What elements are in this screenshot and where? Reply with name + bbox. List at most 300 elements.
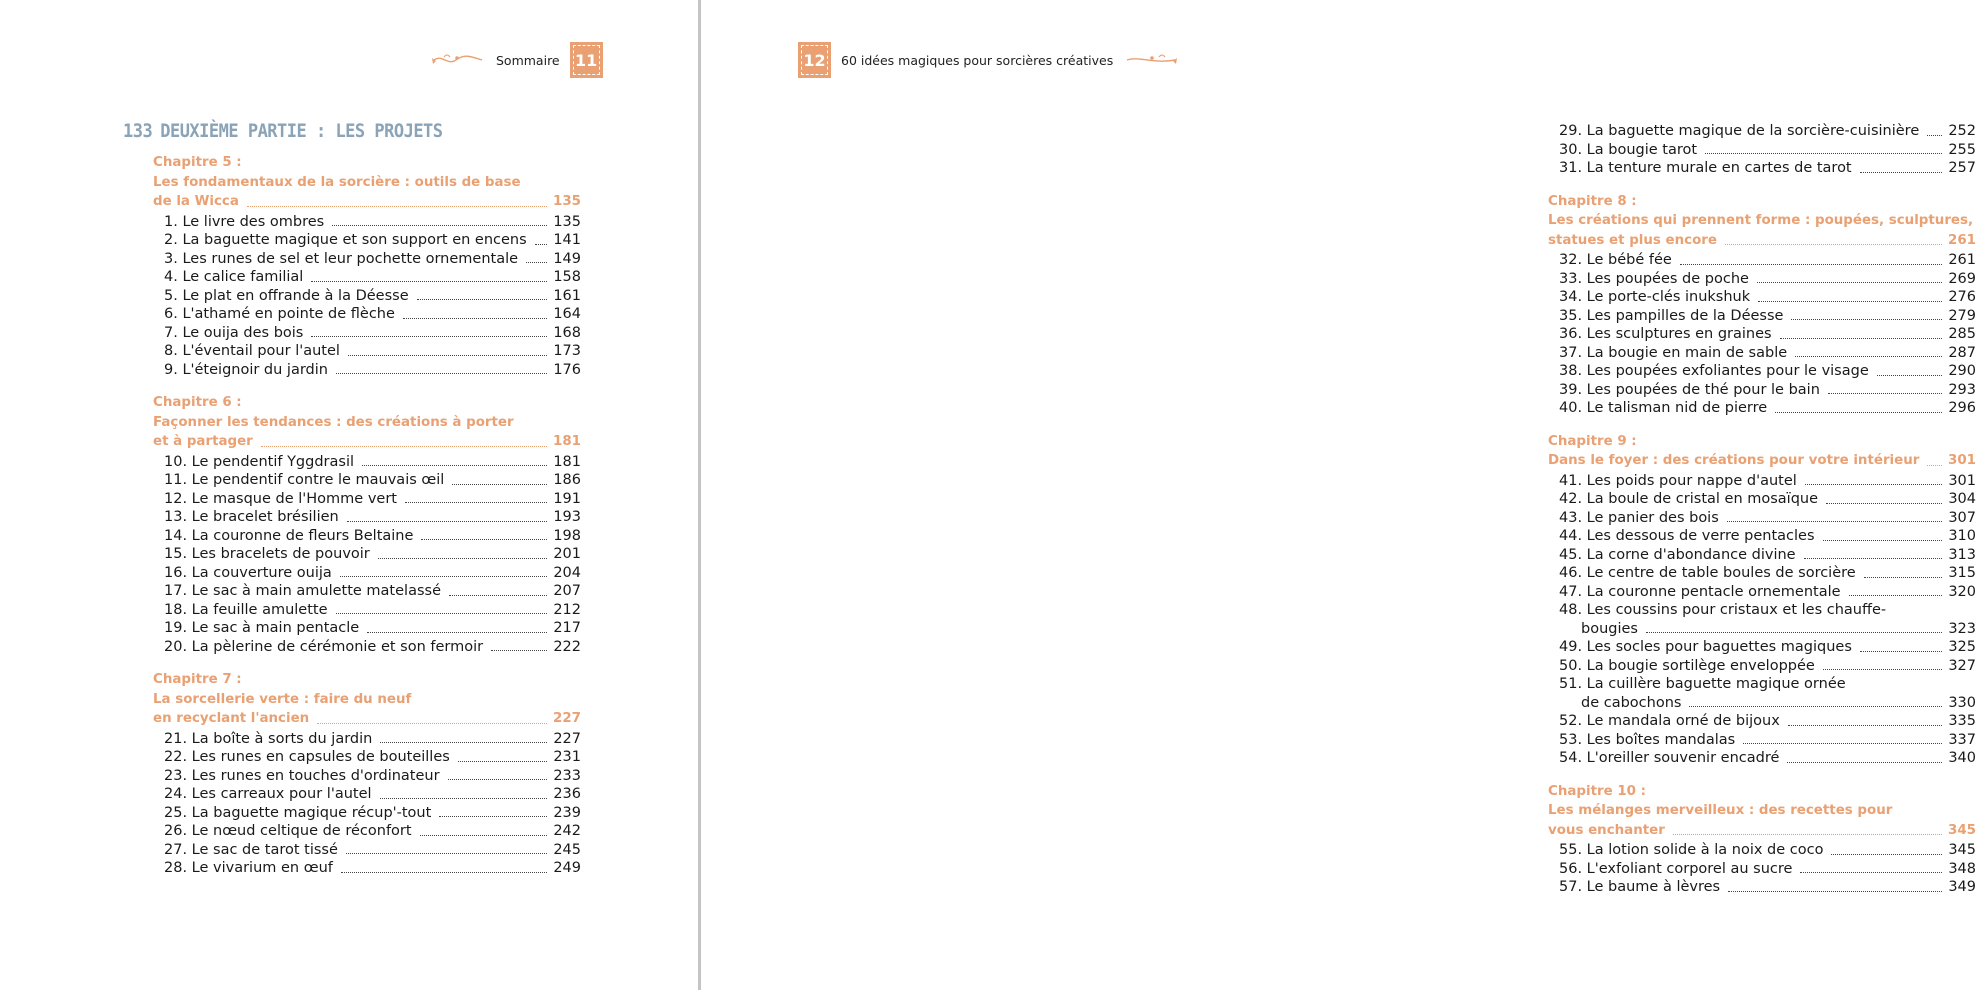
toc-entry: [1548, 601, 1976, 638]
dot-leader: [439, 816, 547, 817]
dot-leader: [452, 484, 547, 485]
toc-entry-page: 198: [553, 527, 581, 544]
toc-entry-page: 239: [553, 804, 581, 821]
toc-entry: [153, 804, 581, 823]
toc-entry: [153, 508, 581, 527]
toc-entry-label: 53. Les boîtes mandalas: [1559, 731, 1736, 748]
dot-leader: [1860, 651, 1942, 652]
chapter-title: [1548, 801, 1976, 840]
toc-entry-page: 345: [1948, 842, 1976, 858]
chapter-title-last-line: [153, 192, 581, 212]
toc-entry: [1548, 675, 1976, 712]
toc-entry-label: 20. La pèlerine de cérémonie et son fermoir: [164, 638, 484, 655]
toc-entry: [1548, 159, 1976, 178]
toc-entry-page: 149: [553, 250, 581, 267]
dot-leader: [1927, 135, 1942, 136]
toc-entry-label: 38. Les poupées exfoliantes pour le visage: [1559, 363, 1869, 379]
part-heading: [123, 120, 443, 142]
chapter-number: Chapitre 6 :: [153, 395, 242, 410]
dot-leader: [1775, 412, 1942, 413]
toc-entry-page: 323: [1948, 620, 1976, 637]
continued-entries: [1548, 122, 1976, 178]
toc-entry-label: 13. Le bracelet brésilien: [164, 509, 339, 525]
right-running-head: [798, 42, 1179, 78]
toc-entry: [1548, 472, 1976, 491]
dot-leader: [405, 502, 547, 503]
dot-leader: [1828, 393, 1942, 394]
dot-leader: [449, 595, 547, 596]
toc-entry: [1548, 307, 1976, 326]
toc-entry-page: 320: [1948, 583, 1976, 600]
flourish-ornament-icon: [1123, 50, 1179, 70]
dot-leader: [332, 225, 547, 226]
chapter-page: 181: [553, 434, 581, 449]
chapter-entries: [1548, 472, 1976, 768]
toc-entry-label-continued: bougies: [1581, 620, 1638, 637]
chapter-title-last-line: [1548, 231, 1976, 251]
toc-entry-label: 19. Le sac à main pentacle: [164, 620, 360, 636]
chapter-title-text: Les fondamentaux de la sorcière : outils de base: [153, 174, 521, 190]
toc-entry-page: 310: [1948, 528, 1976, 544]
toc-entry-page: 349: [1948, 879, 1976, 895]
left-running-head: [430, 42, 603, 78]
toc-entry: [1548, 122, 1976, 141]
toc-entry-continuation: [1559, 694, 1948, 713]
dot-leader: [348, 355, 547, 356]
dot-leader: [1743, 743, 1942, 744]
toc-entry: [153, 342, 581, 361]
chapter-number: Chapitre 7 :: [153, 672, 242, 687]
toc-entry-label: 40. Le talisman nid de pierre: [1559, 400, 1768, 416]
toc-entry-page: 135: [553, 213, 581, 230]
toc-entry-page: 285: [1948, 326, 1976, 342]
toc-entry-page: 249: [553, 860, 581, 876]
dot-leader: [1877, 375, 1943, 376]
chapter-block: [1548, 192, 1976, 418]
toc-entry-page: 141: [553, 232, 581, 248]
right-page: [701, 0, 1976, 990]
toc-entry-page: 186: [553, 472, 581, 488]
toc-entry-label: 15. Les bracelets de pouvoir: [164, 546, 370, 562]
toc-entry-label: 44. Les dessous de verre pentacles: [1559, 528, 1815, 544]
toc-entry-label: 11. Le pendentif contre le mauvais œil: [164, 472, 445, 488]
toc-entry: [1548, 712, 1976, 731]
dot-leader: [417, 299, 548, 300]
toc-entry: [1548, 638, 1976, 657]
toc-entry: [153, 730, 581, 749]
dot-leader: [1689, 706, 1942, 707]
toc-entry-page: 335: [1948, 713, 1976, 729]
dot-leader: [1758, 301, 1942, 302]
toc-entry-label: 5. Le plat en offrande à la Déesse: [164, 287, 409, 304]
table-of-contents-left: [153, 153, 581, 878]
toc-entry: [153, 361, 581, 380]
toc-entry: [153, 471, 581, 490]
dot-leader: [1864, 577, 1943, 578]
toc-entry-page: 242: [553, 823, 581, 839]
chapter-title-text: de la Wicca: [153, 194, 239, 209]
toc-entry-page: 307: [1948, 509, 1976, 526]
toc-entry-label: 26. Le nœud celtique de réconfort: [164, 823, 412, 839]
toc-entry-page: 193: [553, 509, 581, 525]
toc-entry: [1548, 362, 1976, 381]
chapter-number: Chapitre 9 :: [1548, 433, 1637, 449]
toc-entry-page: 233: [553, 767, 581, 784]
toc-entry-label: 33. Les poupées de poche: [1559, 270, 1749, 287]
left-page: [0, 0, 699, 990]
chapter-page: 301: [1948, 453, 1976, 468]
chapter-block: [1548, 782, 1976, 897]
toc-entry-page: 217: [553, 620, 581, 636]
toc-entry-page: 255: [1948, 141, 1976, 158]
chapter-block: [153, 670, 581, 878]
toc-entry: [1548, 325, 1976, 344]
toc-entry-label: 8. L'éventail pour l'autel: [164, 343, 340, 359]
chapter-title-last-line: [153, 432, 581, 452]
dot-leader: [526, 262, 547, 263]
chapter-block: [153, 153, 581, 379]
toc-entry-label: 56. L'exfoliant corporel au sucre: [1559, 860, 1793, 877]
toc-entry-text: [1559, 675, 1948, 712]
dot-leader: [380, 742, 547, 743]
toc-entry: [1548, 399, 1976, 418]
toc-entry-page: 293: [1948, 381, 1976, 398]
toc-entry-label: 57. Le baume à lèvres: [1559, 879, 1721, 895]
dot-leader: [1927, 465, 1942, 466]
toc-entry-page: 191: [553, 490, 581, 507]
toc-entry-label: 32. Le bébé fée: [1559, 252, 1672, 268]
toc-entry-page: 330: [1948, 694, 1976, 711]
toc-entry-page: 161: [553, 287, 581, 304]
chapter-number: Chapitre 5 :: [153, 155, 242, 170]
toc-entry: [1548, 657, 1976, 676]
dot-leader: [420, 835, 548, 836]
toc-entry-label-continued: de cabochons: [1581, 694, 1682, 711]
toc-entry-page: 287: [1948, 344, 1976, 361]
toc-entry-page: 257: [1948, 160, 1976, 176]
toc-entry: [153, 638, 581, 657]
dot-leader: [1646, 632, 1942, 633]
toc-entry: [1548, 731, 1976, 750]
toc-entry-page: 164: [553, 306, 581, 322]
chapter-title-text: vous enchanter: [1548, 822, 1665, 838]
chapter-entries: [153, 730, 581, 878]
dot-leader: [1823, 540, 1943, 541]
chapter-title-last-line: [1548, 451, 1976, 471]
toc-entry-page: 313: [1948, 546, 1976, 563]
chapter-title: [153, 173, 581, 212]
toc-entry: [153, 841, 581, 860]
dot-leader: [1826, 503, 1942, 504]
dot-leader: [317, 723, 547, 724]
toc-entry-label: 30. La bougie tarot: [1559, 141, 1698, 158]
dot-leader: [1823, 669, 1942, 670]
toc-entry-label: 31. La tenture murale en cartes de tarot: [1559, 160, 1852, 176]
toc-entry-page: 296: [1948, 400, 1976, 416]
toc-entry-page: 279: [1948, 307, 1976, 324]
toc-entry-label: 1. Le livre des ombres: [164, 213, 325, 230]
toc-entry-label: 48. Les coussins pour cristaux et les chauffe-: [1559, 602, 1887, 618]
chapter-page: 227: [553, 711, 581, 726]
toc-entry-page: 304: [1948, 491, 1976, 507]
chapter-title-text: et à partager: [153, 434, 253, 449]
toc-entry-page: 269: [1948, 270, 1976, 287]
dot-leader: [1757, 282, 1942, 283]
toc-entry: [153, 287, 581, 306]
page-number-badge: 12: [798, 42, 831, 78]
toc-entry-label: 6. L'athamé en pointe de flèche: [164, 306, 395, 322]
toc-entry-label: 4. Le calice familial: [164, 269, 304, 285]
toc-entry-page: 348: [1948, 860, 1976, 877]
chapter-title: [153, 413, 581, 452]
toc-entry: [1548, 490, 1976, 509]
toc-entry-page: 261: [1948, 252, 1976, 268]
toc-entry-page: 325: [1948, 639, 1976, 655]
toc-entry-label: 46. Le centre de table boules de sorcière: [1559, 565, 1856, 581]
dot-leader: [341, 872, 547, 873]
toc-entry-page: 212: [553, 601, 581, 618]
toc-entry-label: 45. La corne d'abondance divine: [1559, 546, 1796, 563]
toc-entry: [1548, 546, 1976, 565]
toc-entry-label: 42. La boule de cristal en mosaïque: [1559, 491, 1819, 507]
toc-entry: [1548, 141, 1976, 160]
dot-leader: [1860, 172, 1943, 173]
toc-entry: [1548, 878, 1976, 897]
toc-entry: [153, 748, 581, 767]
dot-leader: [336, 373, 547, 374]
toc-entry: [153, 453, 581, 472]
dot-leader: [347, 521, 548, 522]
chapter-title-text: Dans le foyer : des créations pour votre intérieur: [1548, 453, 1920, 468]
toc-entry-label: 27. Le sac de tarot tissé: [164, 841, 338, 858]
dot-leader: [448, 779, 548, 780]
dot-leader: [458, 761, 548, 762]
chapter-number: Chapitre 10 :: [1548, 783, 1646, 799]
dot-leader: [311, 281, 547, 282]
toc-entry-page: 315: [1948, 565, 1976, 581]
toc-entry-label: 21. La boîte à sorts du jardin: [164, 730, 373, 747]
part-page-number: 133: [123, 120, 153, 143]
chapter-title: [1548, 451, 1976, 471]
dot-leader: [1804, 558, 1943, 559]
flourish-ornament-icon: [430, 50, 486, 70]
toc-entry-page: 173: [553, 343, 581, 359]
toc-entry-label: 41. Les poids pour nappe d'autel: [1559, 472, 1797, 489]
chapter-entries: [153, 453, 581, 657]
dot-leader: [1728, 891, 1942, 892]
dot-leader: [1787, 762, 1942, 763]
toc-entry-page: 222: [553, 638, 581, 655]
toc-entry: [153, 305, 581, 324]
toc-entry-label: 18. La feuille amulette: [164, 601, 328, 618]
part-title: DEUXIÈME PARTIE : LES PROJETS: [160, 120, 443, 143]
chapter-page: 261: [1948, 232, 1976, 248]
chapter-block: [153, 393, 581, 656]
chapter-page: 345: [1948, 822, 1976, 838]
dot-leader: [311, 336, 547, 337]
dot-leader: [1727, 521, 1943, 522]
toc-entry-label: 49. Les socles pour baguettes magiques: [1559, 639, 1852, 655]
toc-entry-page: 276: [1948, 289, 1976, 305]
dot-leader: [1780, 338, 1943, 339]
toc-entry-label: 28. Le vivarium en œuf: [164, 860, 333, 876]
toc-entry-page: 290: [1948, 363, 1976, 379]
chapter-entries: [1548, 251, 1976, 418]
chapter-title-text: Les créations qui prennent forme : poupées, sculptures,: [1548, 213, 1974, 228]
toc-entry: [1548, 749, 1976, 768]
toc-entry-label: 43. Le panier des bois: [1559, 509, 1719, 526]
toc-entry-label: 16. La couverture ouija: [164, 564, 332, 581]
toc-entry-label: 54. L'oreiller souvenir encadré: [1559, 750, 1780, 766]
toc-entry: [153, 582, 581, 601]
toc-entry-label: 3. Les runes de sel et leur pochette ornementale: [164, 250, 519, 267]
toc-entry-page: 327: [1948, 657, 1976, 674]
toc-entry-page: 301: [1948, 472, 1976, 489]
dot-leader: [336, 613, 548, 614]
dot-leader: [491, 650, 547, 651]
toc-entry: [1548, 509, 1976, 528]
toc-entry: [153, 601, 581, 620]
dot-leader: [1791, 319, 1942, 320]
dot-leader: [1725, 244, 1942, 245]
chapter-page: 135: [553, 194, 581, 209]
chapter-entries: [153, 213, 581, 380]
dot-leader: [403, 318, 547, 319]
toc-entry-label: 55. La lotion solide à la noix de coco: [1559, 842, 1824, 858]
dot-leader: [1805, 484, 1943, 485]
toc-entry-page: 158: [553, 269, 581, 285]
toc-entry-label: 29. La baguette magique de la sorcière-cuisinière: [1559, 123, 1920, 139]
toc-entry-label: 9. L'éteignoir du jardin: [164, 361, 328, 378]
chapter-entries: [1548, 841, 1976, 897]
toc-entry: [1548, 841, 1976, 860]
toc-entry: [153, 527, 581, 546]
toc-entry-page: 252: [1948, 123, 1976, 139]
toc-entry: [153, 619, 581, 638]
toc-entry: [153, 213, 581, 232]
toc-entry: [1548, 288, 1976, 307]
toc-entry: [1548, 251, 1976, 270]
dot-leader: [535, 244, 548, 245]
toc-entry-label: 50. La bougie sortilège enveloppée: [1559, 657, 1815, 674]
chapter-number: Chapitre 8 :: [1548, 193, 1637, 209]
running-title: Sommaire: [496, 52, 560, 68]
toc-entry: [1548, 344, 1976, 363]
dot-leader: [1800, 872, 1942, 873]
toc-entry-label: 36. Les sculptures en graines: [1559, 326, 1772, 342]
toc-entry-label: 24. Les carreaux pour l'autel: [164, 786, 372, 802]
dot-leader: [1849, 595, 1943, 596]
dot-leader: [346, 853, 547, 854]
toc-entry: [1548, 860, 1976, 879]
dot-leader: [421, 539, 547, 540]
toc-entry: [153, 822, 581, 841]
dot-leader: [1831, 854, 1942, 855]
toc-entry-page: 227: [553, 730, 581, 747]
toc-entry: [153, 231, 581, 250]
chapter-title-text: Les mélanges merveilleux : des recettes pour: [1548, 803, 1893, 818]
dot-leader: [367, 632, 547, 633]
chapter-title: [153, 690, 581, 729]
toc-entry-label: 14. La couronne de fleurs Beltaine: [164, 527, 414, 544]
running-title: 60 idées magiques pour sorcières créatives: [841, 52, 1114, 68]
toc-entry-label: 10. Le pendentif Yggdrasil: [164, 453, 355, 470]
dot-leader: [1680, 264, 1942, 265]
toc-entry-page: 181: [553, 453, 581, 470]
toc-entry-page: 204: [553, 564, 581, 581]
toc-entry-label: 23. Les runes en touches d'ordinateur: [164, 767, 440, 784]
dot-leader: [247, 206, 547, 207]
toc-entry-label: 7. Le ouija des bois: [164, 324, 304, 341]
toc-entry-page: 201: [553, 546, 581, 562]
dot-leader: [261, 446, 547, 447]
toc-entry-label: 39. Les poupées de thé pour le bain: [1559, 381, 1820, 398]
dot-leader: [380, 798, 548, 799]
toc-entry: [153, 268, 581, 287]
chapter-title-last-line: [153, 709, 581, 729]
toc-entry: [153, 785, 581, 804]
toc-entry-continuation: [1559, 620, 1948, 639]
toc-entry-page: 340: [1948, 750, 1976, 766]
toc-entry-page: 231: [553, 749, 581, 765]
chapter-title-text: en recyclant l'ancien: [153, 711, 310, 726]
chapter-title-text: statues et plus encore: [1548, 232, 1717, 248]
toc-entry: [153, 564, 581, 583]
toc-entry-label: 52. Le mandala orné de bijoux: [1559, 713, 1780, 729]
dot-leader: [1788, 725, 1943, 726]
toc-entry-label: 12. Le masque de l'Homme vert: [164, 490, 397, 507]
toc-entry-label: 34. Le porte-clés inukshuk: [1559, 289, 1751, 305]
page-number-badge: 11: [570, 42, 603, 78]
toc-entry-page: 176: [553, 361, 581, 378]
toc-entry: [153, 545, 581, 564]
dot-leader: [340, 576, 548, 577]
toc-entry: [153, 859, 581, 878]
toc-entry: [1548, 381, 1976, 400]
toc-entry-page: 236: [553, 786, 581, 802]
chapter-entries: [1548, 122, 1976, 178]
toc-entry-label: 47. La couronne pentacle ornementale: [1559, 583, 1841, 600]
toc-entry-label: 22. Les runes en capsules de bouteilles: [164, 749, 450, 765]
chapter-title: [1548, 211, 1976, 250]
chapter-title-text: Façonner les tendances : des créations à porter: [153, 414, 514, 430]
toc-entry: [1548, 583, 1976, 602]
toc-entry: [1548, 564, 1976, 583]
toc-entry-page: 207: [553, 583, 581, 599]
toc-entry-label: 35. Les pampilles de la Déesse: [1559, 307, 1784, 324]
chapter-title-last-line: [1548, 821, 1976, 841]
toc-entry-text: [1559, 601, 1948, 638]
toc-entry-label: 37. La bougie en main de sable: [1559, 344, 1788, 361]
toc-entry-page: 168: [553, 324, 581, 341]
toc-entry: [153, 250, 581, 269]
toc-entry-label: 25. La baguette magique récup'-tout: [164, 804, 432, 821]
dot-leader: [378, 558, 548, 559]
toc-entry: [153, 324, 581, 343]
toc-entry-page: 337: [1948, 731, 1976, 748]
chapter-block: [1548, 432, 1976, 768]
toc-entry: [1548, 270, 1976, 289]
toc-entry-label: 2. La baguette magique et son support en encens: [164, 232, 527, 248]
dot-leader: [1795, 356, 1942, 357]
toc-entry-label: 17. Le sac à main amulette matelassé: [164, 583, 441, 599]
toc-entry-label: 51. La cuillère baguette magique ornée: [1559, 676, 1846, 692]
dot-leader: [1705, 153, 1942, 154]
dot-leader: [362, 465, 547, 466]
toc-entry: [153, 767, 581, 786]
table-of-contents-right: [1548, 121, 1976, 897]
toc-entry: [153, 490, 581, 509]
